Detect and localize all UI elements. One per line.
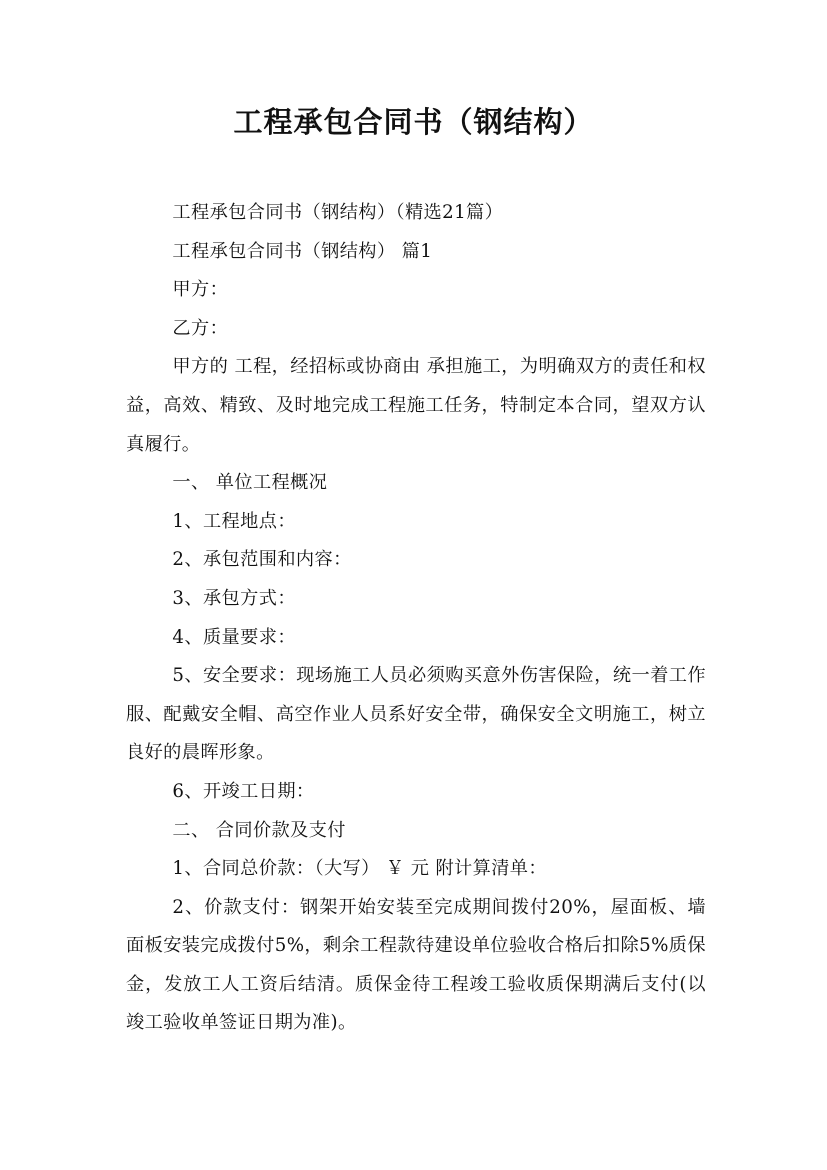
clause-1-6: 6、开竣工日期： xyxy=(172,780,315,802)
paragraph-party-a: 甲方： xyxy=(172,279,229,301)
paragraph-party-b: 乙方： xyxy=(172,317,229,339)
clause-1-5: 5、安全要求：现场施工人员必须购买意外伤害保险，统一着工作服、配戴安全帽、高空作业人员系好安全带，确保安全文明施工，树立良好的晨晖形象。 xyxy=(126,665,706,764)
clause-2-1: 1、合同总价款：（大写） ￥ 元 附计算清单： xyxy=(172,858,547,880)
document-title: 工程承包合同书（钢结构） xyxy=(233,105,594,139)
paragraph-article-heading: 工程承包合同书（钢结构） 篇1 xyxy=(172,240,433,262)
section-heading-2: 二、 合同价款及支付 xyxy=(172,819,346,841)
document-body xyxy=(126,194,706,1043)
clause-1-3: 3、承包方式： xyxy=(172,587,296,609)
clause-1-1: 1、工程地点： xyxy=(172,510,296,532)
clause-2-2: 2、价款支付：钢架开始安装至完成期间拨付20%，屋面板、墙面板安装完成拨付5%，剩余工程款待建设单位验收合格后扣除5%质保金，发放工人工资后结清。质保金待工程竣工验收质保期满后支付(以竣工验收单签证日期为准)。 xyxy=(126,896,706,1034)
paragraph-subtitle: 工程承包合同书（钢结构）（精选21篇） xyxy=(172,202,504,223)
section-heading-1: 一、 单位工程概况 xyxy=(172,472,328,494)
clause-1-2: 2、承包范围和内容： xyxy=(172,549,352,571)
paragraph-preamble: 甲方的 工程，经招标或协商由 承担施工，为明确双方的责任和权益，高效、精致、及时地完成工程施工任务，特制定本合同，望双方认真履行。 xyxy=(126,356,706,455)
clause-1-4: 4、质量要求： xyxy=(172,626,296,648)
